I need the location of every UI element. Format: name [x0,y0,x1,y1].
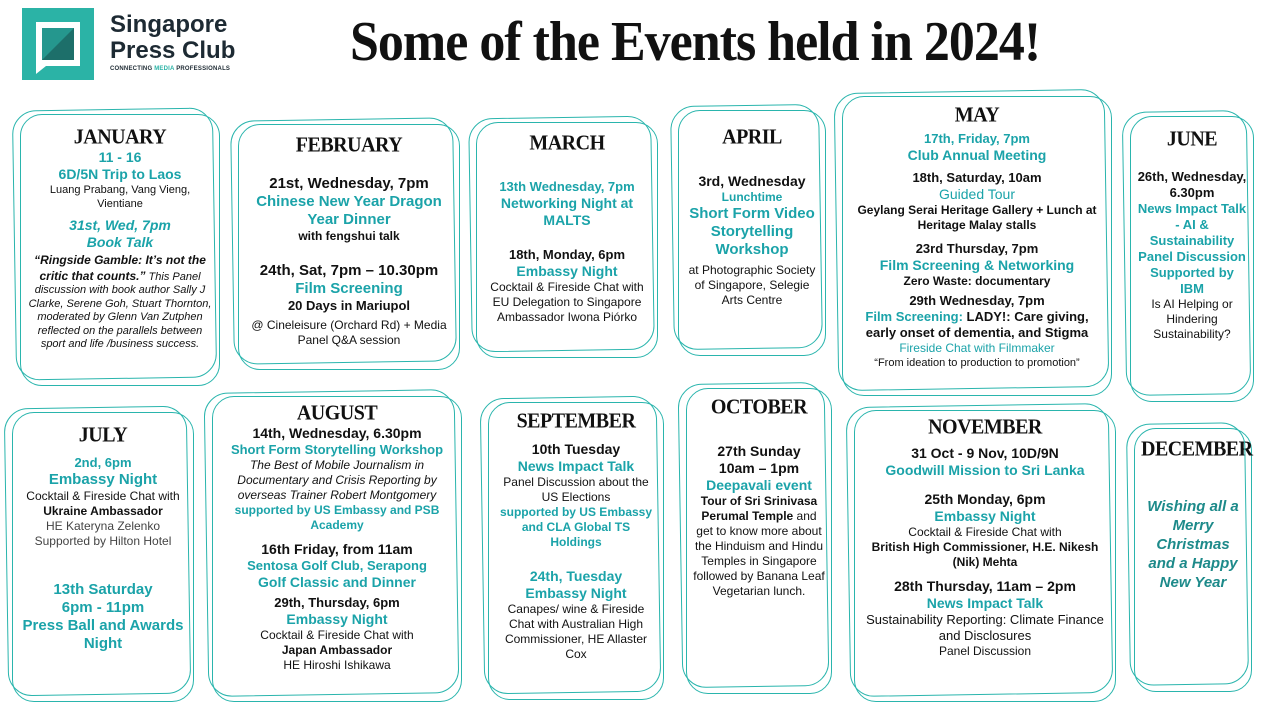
logo [22,8,252,80]
event-description: “Ringside Gamble: It’s not the critic that counts.” This Panel discussion with book author Sally J Clarke, Serene Goh, Stuart Thornton, moderated by Glenn Van Zutphen reflected on the parallels between sport and life /business success. [28,253,212,350]
month-title: APRIL [722,125,782,149]
event-title: Embassy Night [525,585,627,601]
event-title: News Impact Talk - AI & Sustainability Panel Discussion Supported by IBM [1137,201,1247,296]
event-date: 2nd, 6pm [74,455,132,470]
event-description: @ Cineleisure (Orchard Rd) + Media Panel Q&A session [251,318,447,347]
event-date: 31st, Wed, 7pm [69,217,171,233]
event-description: Film Screening: LADY!: Care giving, early onset of dementia, and Stigma [865,309,1089,340]
event-description: Sustainability Reporting: Climate Finance and Disclosures [866,612,1104,643]
month-title: DECEMBER [1141,437,1253,461]
month-february [238,124,460,370]
month-march [476,122,658,358]
event-title: Embassy Night [48,471,158,488]
event-date: 16th Friday, from 11am [261,541,413,557]
event-title: Golf Classic and Dinner [258,574,416,590]
event-date: 28th Thursday, 11am – 2pm [894,578,1076,594]
event-date: 18th, Saturday, 10am [912,170,1042,185]
event-title: Film Screening & Networking [879,257,1075,273]
month-april [678,110,826,356]
event-description: Zero Waste: documentary [903,274,1051,288]
event-title: Embassy Night [934,508,1036,524]
event-place: Sentosa Golf Club, Serapong [247,558,427,573]
event-title: Embassy Night [516,263,618,279]
event-quote: “From ideation to production to promotion” [874,357,1080,369]
month-august [212,396,462,702]
event-description: Canapes/ wine & Fireside Chat with Australian High Commissioner, HE Allaster Cox [504,602,648,661]
event-time: 10am – 1pm [718,460,800,476]
event-title: Short Form Video Storytelling Workshop [689,205,815,258]
event-date: 23rd Thursday, 7pm [915,241,1039,256]
month-title: JANUARY [73,125,167,149]
event-date: 29th Wednesday, 7pm [909,293,1045,308]
event-description: Is AI Helping or Hindering Sustainability? [1151,297,1233,341]
event-support: supported by US Embassy and CLA Global TS Holdings [499,505,653,549]
event-description: The Best of Mobile Journalism in Documentary and Crisis Reporting by overseas Trainer Robert Montgomery [237,458,437,502]
month-title: MAY [954,103,1000,127]
event-description: Supported by Hilton Hotel [34,534,172,548]
event-description: Cocktail & Fireside Chat with EU Delegation to Singapore Ambassador Iwona Piórko [490,280,644,324]
event-date: 14th, Wednesday, 6.30pm [252,425,422,441]
holiday-greeting: Wishing all a Merry Christmas and a Happy New Year [1147,498,1239,591]
event-title: Book Talk [86,234,154,250]
event-subtitle: 20 Days in Mariupol [287,298,411,313]
month-title: JUNE [1166,127,1218,151]
event-title: Networking Night at MALTS [500,195,634,228]
event-support: supported by US Embassy and PSB Academy [234,503,440,532]
month-title: AUGUST [296,401,378,425]
event-description: Panel Discussion about the US Elections [503,475,649,504]
event-date: 21st, Wednesday, 7pm [269,175,429,192]
event-title: Embassy Night [286,611,388,627]
event-description: HE Hiroshi Ishikawa [283,658,391,672]
event-description: Japan Ambassador [281,643,393,657]
event-date: 25th Monday, 6pm [924,491,1046,507]
event-title: Goodwill Mission to Sri Lanka [885,462,1085,478]
event-title: Short Form Storytelling Workshop [230,442,444,457]
event-date: 26th, Wednesday, 6.30pm [1137,169,1247,200]
event-date: 3rd, Wednesday [698,173,806,189]
event-date: 27th Sunday [717,443,801,459]
event-title: Chinese New Year Dragon Year Dinner [256,193,442,228]
event-date: 29th, Thursday, 6pm [274,595,400,610]
month-title: OCTOBER [710,395,808,419]
month-january [20,114,220,386]
event-description: Cocktail & Fireside Chat with [260,628,414,642]
event-date: 24th, Sat, 7pm – 10.30pm [259,262,439,279]
event-date: 13th Saturday [53,581,153,598]
event-description: Luang Prabang, Vang Vieng, Vientiane [49,184,191,210]
event-description: Panel Discussion [938,644,1032,658]
logo-tagline: CONNECTING MEDIA PROFESSIONALS [110,66,231,72]
month-title: JULY [78,423,128,447]
event-title: Club Annual Meeting [907,147,1047,163]
event-date: 31 Oct - 9 Nov, 10D/9N [911,445,1059,461]
event-extra: Fireside Chat with Filmmaker [899,341,1055,355]
event-title: Deepavali event [706,477,812,493]
month-october [686,388,832,694]
month-title: NOVEMBER [928,415,1042,439]
month-september [488,402,664,700]
event-description: at Photographic Society of Singapore, Selegie Arts Centre [688,263,816,307]
event-date: 11 - 16 [98,149,142,165]
month-may [842,96,1112,396]
event-description: Cocktail & Fireside Chat with Ukraine Ambassador [26,489,180,518]
event-description: Cocktail & Fireside Chat with [908,525,1062,539]
event-description: with fengshui talk [298,229,400,243]
month-title: MARCH [529,131,605,155]
event-date: 18th, Monday, 6pm [508,247,626,262]
month-title: FEBRUARY [295,133,403,157]
event-date: 24th, Tuesday [529,568,623,584]
event-title: Press Ball and Awards Night [22,617,184,652]
event-title: News Impact Talk [926,595,1044,611]
page-title: Some of the Events held in 2024! [350,11,1041,73]
event-time: 6pm - 11pm [61,599,145,616]
month-june [1130,116,1254,402]
month-november [854,410,1116,702]
event-date: 10th Tuesday [531,441,621,457]
event-description: Geylang Serai Heritage Gallery + Lunch at Heritage Malay stalls [857,203,1097,232]
event-title: News Impact Talk [517,458,635,474]
event-date: 17th, Friday, 7pm [924,131,1030,146]
event-title: 6D/5N Trip to Laos [58,166,182,182]
month-title: SEPTEMBER [516,409,636,433]
month-december [1134,428,1252,692]
event-time: Lunchtime [721,190,783,204]
event-description: HE Kateryna Zelenko [45,519,161,533]
speech-bubble-logo-icon [22,8,94,80]
logo-line-2: Press Club [110,37,236,64]
event-date: 13th Wednesday, 7pm [499,179,635,194]
month-july [12,412,194,702]
logo-line-1: Singapore [110,11,228,38]
event-description: British High Commissioner, H.E. Nikesh (Nik) Mehta [871,540,1099,569]
event-description: Tour of Sri Srinivasa Perumal Temple and get to know more about the Hinduism and Hindu Temples in Singapore followed by Banana Leaf Vegetarian lunch. [693,494,825,598]
event-title: Film Screening [295,280,403,297]
event-title: Guided Tour [938,186,1015,202]
